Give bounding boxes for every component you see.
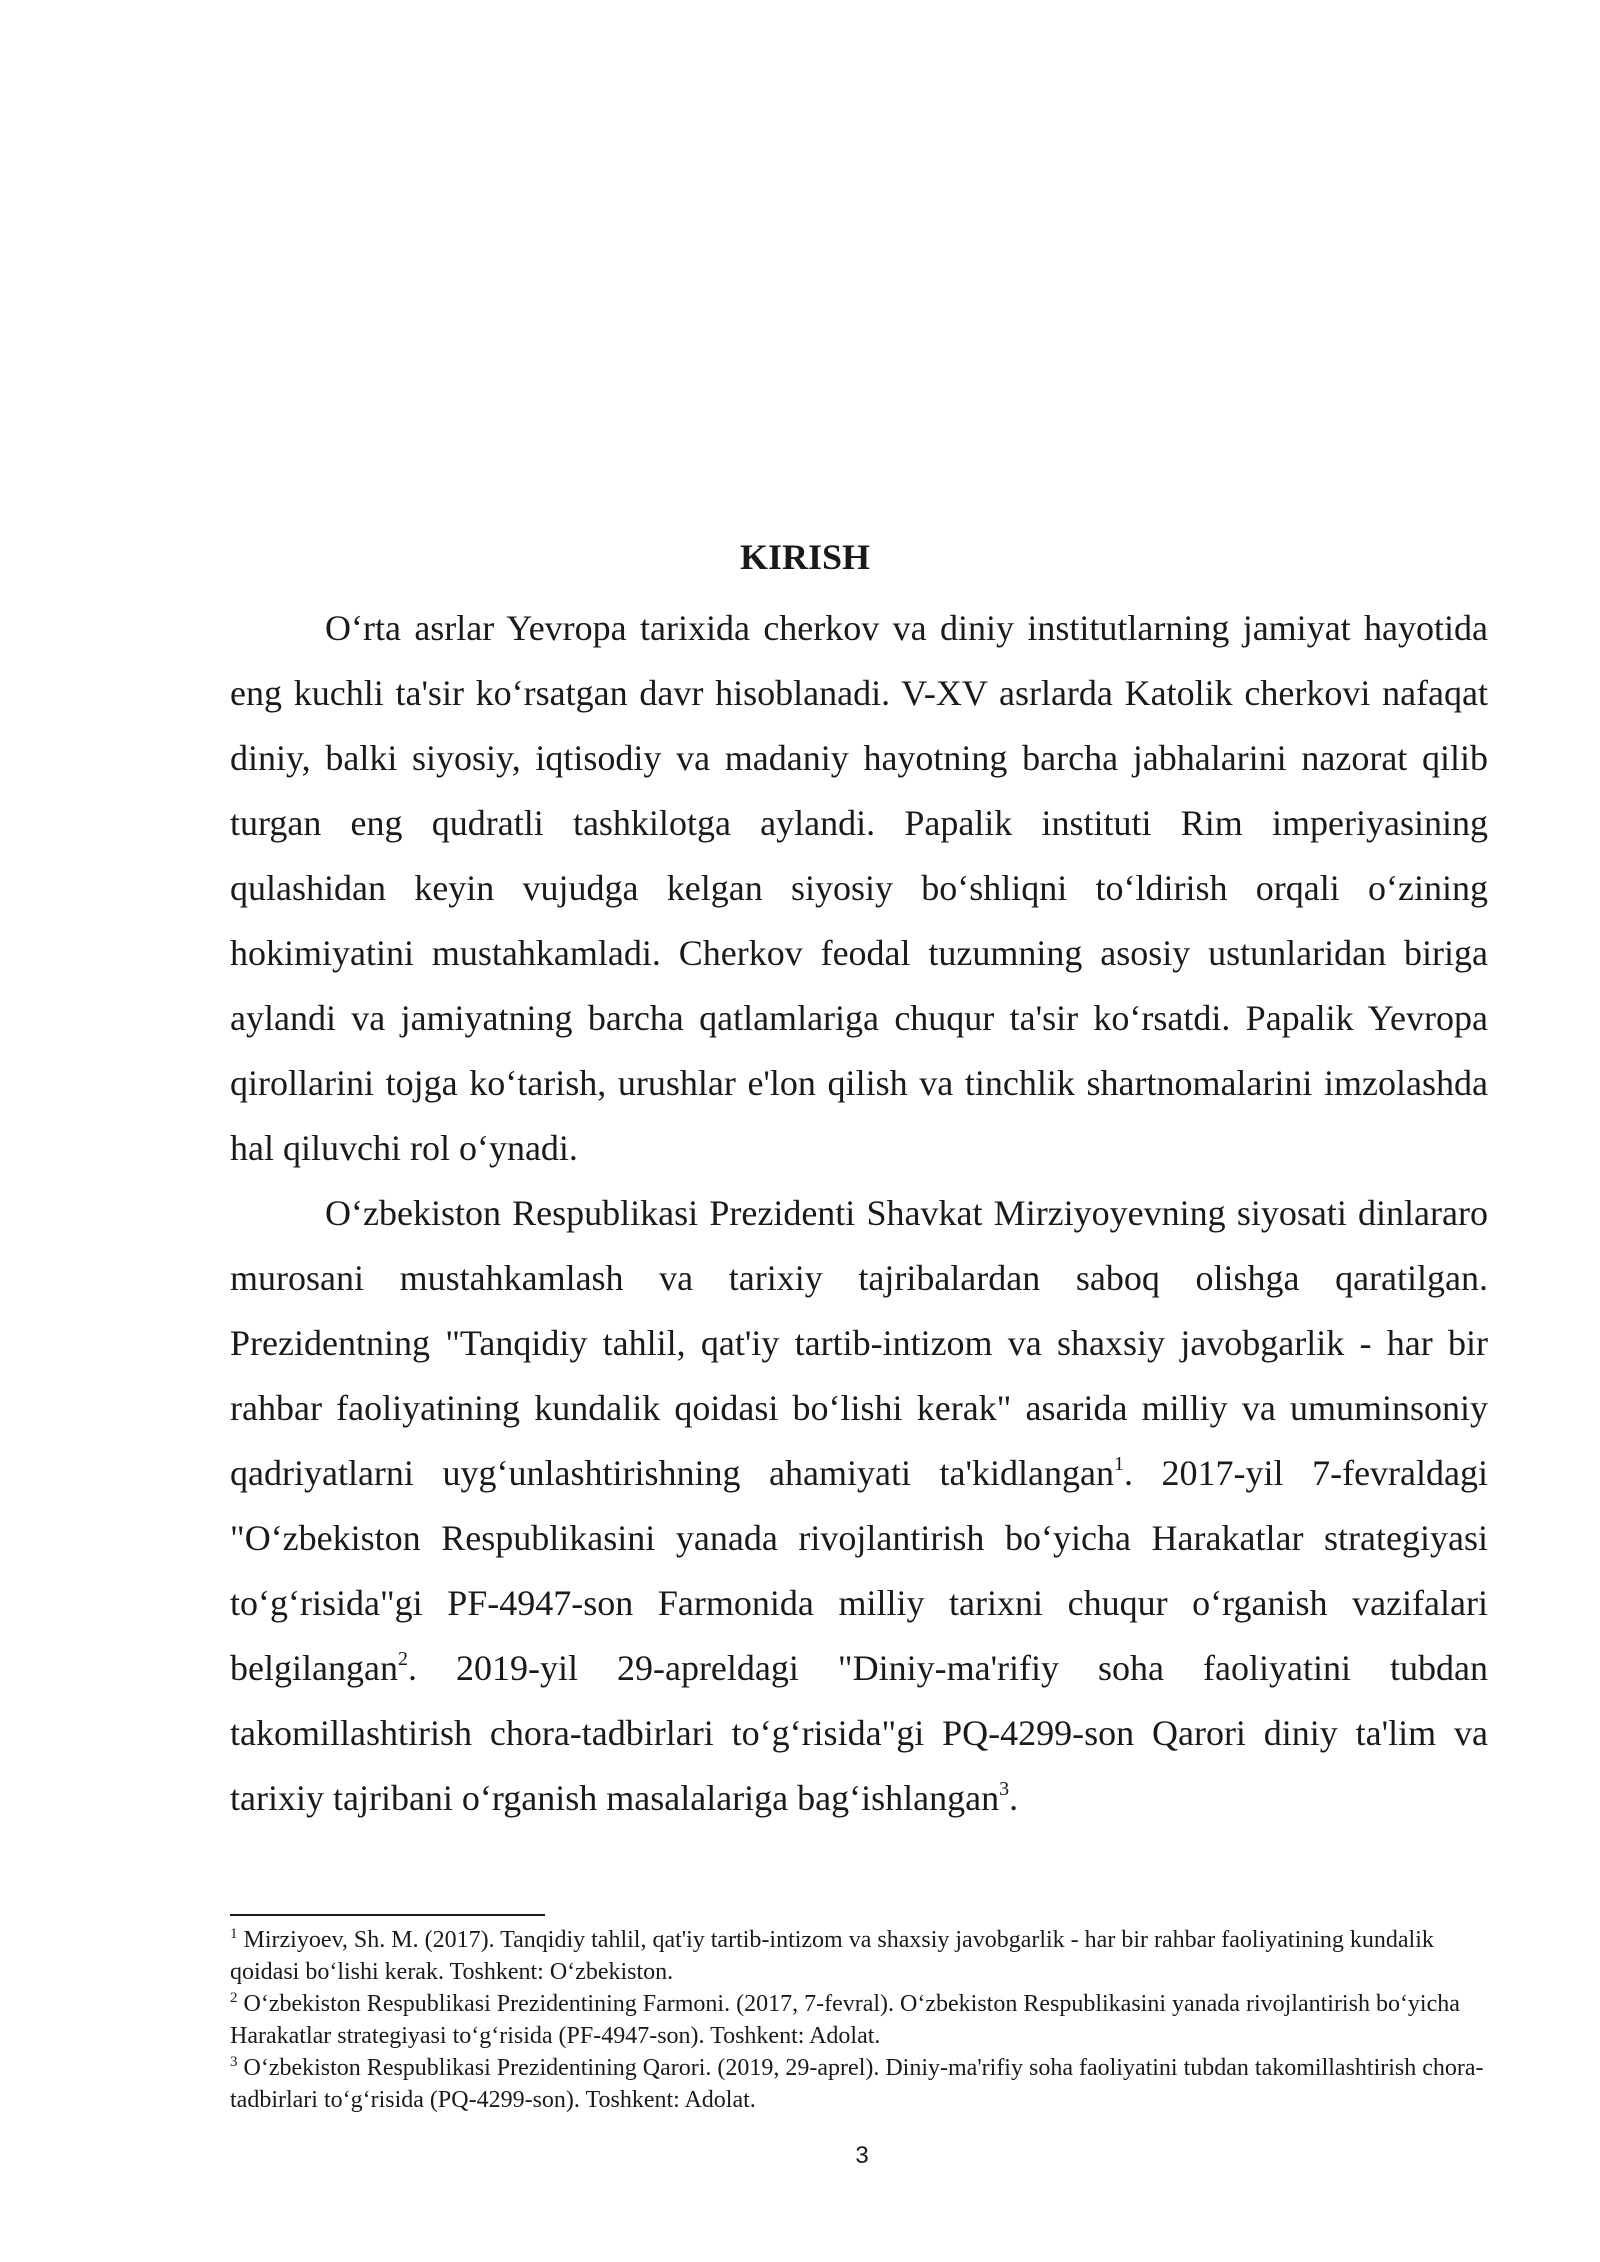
paragraph-2-text-c: . 2019-yil 29-apreldagi "Diniy-ma'rifiy soha faoliyatini tubdan takomillashtirish chora-tadbirlari to‘g‘risida"gi PQ-4299-son Qarori diniy ta'lim va tarixiy tajribani o‘rganish masalalariga bag‘ishlangan	[230, 1648, 1488, 1818]
footnotes	[230, 1924, 1488, 2116]
paragraph-1-text: O‘rta asrlar Yevropa tarixida cherkov va diniy institutlarning jamiyat hayotida eng kuchli ta'sir ko‘rsatgan davr hisoblanadi. V-XV asrlarda Katolik cherkovi nafaqat diniy, balki siyosiy, iqtisodiy va madaniy hayotning barcha jabhalarini nazorat qilib turgan eng qudratli tashkilotga aylandi. Papalik instituti Rim imperiyasining qulashidan keyin vujudga kelgan siyosiy bo‘shliqni to‘ldirish orqali o‘zining hokimiyatini mustahkamladi. Cherkov feodal tuzumning asosiy ustunlaridan biriga aylandi va jamiyatning barcha qatlamlariga chuqur ta'sir ko‘rsatdi. Papalik Yevropa qirollarini tojga ko‘tarish, urushlar e'lon qilish va tinchlik shartnomalarini imzolashda hal qiluvchi rol o‘ynadi.	[230, 608, 1488, 1168]
footnote-1	[230, 1924, 1488, 1988]
paragraph-2-text-a: O‘zbekiston Respublikasi Prezidenti Shavkat Mirziyoyevning siyosati dinlararo murosani mustahkamlash va tarixiy tajribalardan saboq olishga qaratilgan. Prezidentning "Tanqidiy tahlil, qat'iy tartib-intizom va shaxsiy javobgarlik - har bir rahbar faoliyatining kundalik qoidasi bo‘lishi kerak" asarida milliy va umuminsoniy qadriyatlarni uyg‘unlashtirishning ahamiyati ta'kidlangan	[230, 1193, 1488, 1493]
footnote-3-text: O‘zbekiston Respublikasi Prezidentining Qarori. (2019, 29-aprel). Diniy-ma'rifiy soha faoliyatini tubdan takomillashtirish chora-tadbirlari to‘g‘risida (PQ-4299-son). Toshkent: Adolat.	[230, 2055, 1484, 2113]
paragraph-2-text-b: . 2017-yil 7-fevraldagi "O‘zbekiston Respublikasini yanada rivojlantirish bo‘yicha Harakatlar strategiyasi to‘g‘risida"gi PF-4947-son Farmonida milliy tarixni chuqur o‘rganish vazifalari belgilangan	[230, 1453, 1488, 1688]
footnote-2-text: O‘zbekiston Respublikasi Prezidentining Farmoni. (2017, 7-fevral). O‘zbekiston Respublikasini yanada rivojlantirish bo‘yicha Harakatlar strategiyasi to‘g‘risida (PF-4947-son). Toshkent: Adolat.	[230, 1991, 1460, 2049]
paragraph-1	[230, 596, 1488, 1181]
footnote-ref-2[interactable]: 2	[397, 1648, 408, 1670]
footnote-2-mark: 2	[230, 1990, 238, 2006]
paragraph-2	[230, 1181, 1488, 1831]
paragraph-2-text-d: .	[1009, 1778, 1019, 1818]
page-number	[0, 2140, 1600, 2172]
footnote-separator	[230, 1914, 545, 1916]
footnote-ref-1[interactable]: 1	[1113, 1453, 1124, 1475]
footnote-1-mark: 1	[230, 1926, 238, 1942]
page-number-text: 3	[855, 2142, 869, 2169]
footnote-2	[230, 1988, 1488, 2052]
body-text	[230, 596, 1488, 1831]
footnote-1-text: Mirziyoev, Sh. M. (2017). Tanqidiy tahlil, qat'iy tartib-intizom va shaxsiy javobgarlik - har bir rahbar faoliyatining kundalik qoidasi bo‘lishi kerak. Toshkent: O‘zbekiston.	[230, 1927, 1434, 1985]
footnote-ref-3[interactable]: 3	[999, 1778, 1010, 1800]
footnote-3	[230, 2052, 1488, 2116]
section-heading	[0, 533, 1600, 581]
footnote-3-mark: 3	[230, 2054, 238, 2070]
section-heading-text: KIRISH	[739, 537, 871, 577]
